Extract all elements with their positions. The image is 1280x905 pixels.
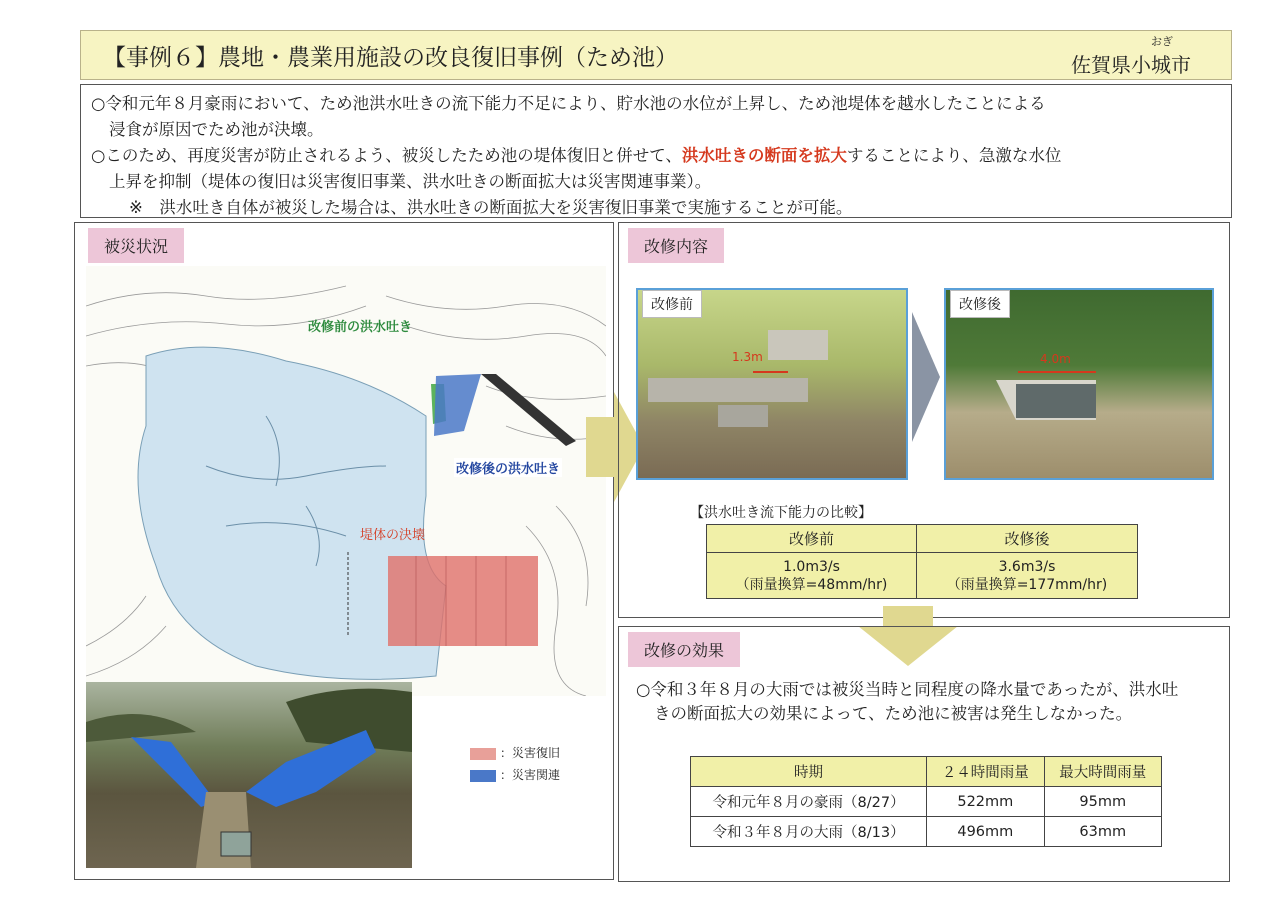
legend-restore <box>470 744 560 761</box>
legend-restore-label: ：災害復旧 <box>500 746 561 760</box>
intro-line-2: 浸食が原因でため池が決壊。 <box>109 120 324 139</box>
legend-related-label: ：災害関連 <box>500 768 561 782</box>
capacity-title: 【洪水吐き流下能力の比較】 <box>690 505 872 521</box>
rainfall-period-1: 令和元年８月の豪雨（8/27） <box>691 787 927 817</box>
effect-text-line-2: きの断面拡大の効果によって、ため池に被害は発生しなかった。 <box>654 704 1133 723</box>
capacity-header-after: 改修後 <box>916 525 1137 553</box>
location: 佐賀県小城市 <box>1071 53 1191 77</box>
table-row <box>691 787 1162 817</box>
breach-area <box>388 556 538 646</box>
capacity-value-before: 1.0m3/s <box>783 558 840 575</box>
spillway-after <box>434 374 481 436</box>
after-label: 改修後 <box>950 290 1010 318</box>
effect-text <box>636 678 1216 726</box>
intro-note: ※ 洪水吐き自体が被災した場合は、洪水吐きの断面拡大を災害復旧事業で実施することが可能。 <box>129 198 853 217</box>
page-title: 【事例６】農地・農業用施設の改良復旧事例（ため池） <box>103 45 678 71</box>
capacity-header-before: 改修前 <box>707 525 917 553</box>
rainfall-period-2: 令和３年８月の大雨（8/13） <box>691 817 927 847</box>
rainfall-max-2: 63mm <box>1044 817 1161 847</box>
intro-line-4: 上昇を抑制（堤体の復旧は災害復旧事業、洪水吐きの断面拡大は災害関連事業）。 <box>109 172 712 191</box>
capacity-header-row <box>707 525 1138 553</box>
effect-tag: 改修の効果 <box>628 632 740 667</box>
before-width: 1.3m <box>732 350 763 364</box>
rainfall-header-24h: ２４時間雨量 <box>927 757 1044 787</box>
effect-text-line-1: ○令和３年８月の大雨では被災当時と同程度の降水量であったが、洪水吐 <box>636 680 1179 699</box>
rainfall-header-period: 時期 <box>691 757 927 787</box>
damage-tag: 被災状況 <box>88 228 184 263</box>
location-ruby: おぎ <box>1151 35 1173 48</box>
capacity-cell-after <box>916 553 1137 599</box>
legend-related <box>470 766 560 783</box>
intro-line-3a: ○このため、再度災害が防止されるよう、被災したため池の堤体復旧と併せて、 <box>91 146 682 165</box>
table-row <box>691 817 1162 847</box>
before-label: 改修前 <box>642 290 702 318</box>
label-breach: 堤体の決壊 <box>360 528 426 543</box>
capacity-rain-before: （雨量換算=48mm/hr) <box>735 576 888 593</box>
capacity-value-row <box>707 553 1138 599</box>
intro-box <box>80 84 1232 218</box>
capacity-value-after: 3.6m3/s <box>998 558 1056 575</box>
legend-related-swatch <box>470 770 496 782</box>
damage-photo <box>86 682 412 868</box>
after-width: 4.0m <box>1040 352 1071 366</box>
capacity-cell-before <box>707 553 917 599</box>
rainfall-24h-1: 522mm <box>927 787 1044 817</box>
capacity-rain-after: （雨量換算=177mm/hr) <box>946 576 1108 593</box>
highlight-text: 洪水吐きの断面を拡大 <box>681 146 847 165</box>
damage-photo-drawing <box>86 682 412 868</box>
header-banner <box>80 30 1232 80</box>
legend-restore-swatch <box>470 748 496 760</box>
intro-line-1: ○令和元年８月豪雨において、ため池洪水吐きの流下能力不足により、貯水池の水位が上昇し、ため池堤体を越水したことによる <box>91 94 1046 113</box>
intro-line-3 <box>91 143 1221 169</box>
repair-tag: 改修内容 <box>628 228 724 263</box>
rainfall-max-1: 95mm <box>1044 787 1161 817</box>
after-photo-drawing <box>946 290 1214 480</box>
label-spillway-before: 改修前の洪水吐き <box>308 320 413 335</box>
rainfall-24h-2: 496mm <box>927 817 1044 847</box>
before-photo-drawing <box>638 290 908 480</box>
rainfall-header-row <box>691 757 1162 787</box>
capacity-table <box>706 524 1138 599</box>
intro-line-3b: することにより、急激な水位 <box>846 146 1062 165</box>
label-spillway-after: 改修後の洪水吐き <box>454 458 562 477</box>
chevron-right-icon <box>912 312 942 442</box>
rainfall-header-max: 最大時間雨量 <box>1044 757 1161 787</box>
rainfall-table <box>690 756 1162 847</box>
